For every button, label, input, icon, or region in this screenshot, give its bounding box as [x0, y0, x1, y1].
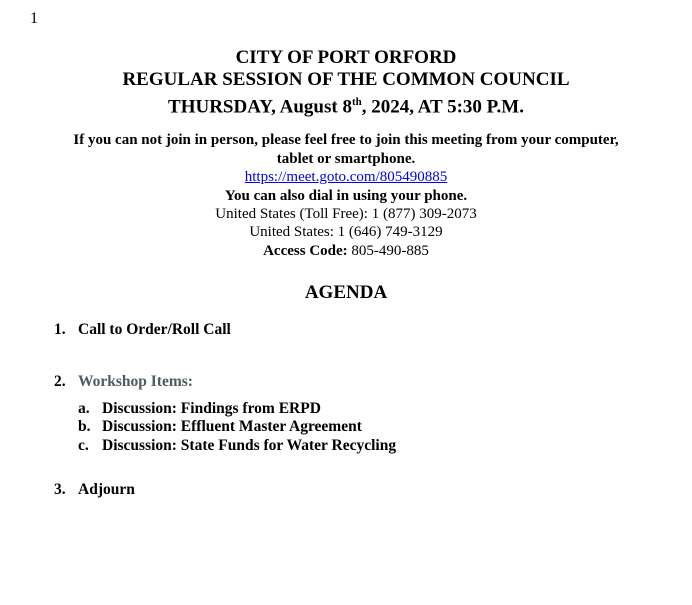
- agenda-subitem-letter: c.: [78, 437, 89, 454]
- agenda-item-number: 2.: [54, 373, 66, 390]
- dial-in-text: You can also dial in using your phone.: [224, 188, 468, 204]
- page-number: 1: [30, 10, 38, 27]
- agenda-item-number: 3.: [54, 481, 66, 498]
- agenda-subitem-letter: b.: [78, 418, 91, 435]
- meeting-date-suffix-sup: th: [351, 96, 362, 108]
- session-title: REGULAR SESSION OF THE COMMON COUNCIL: [122, 69, 570, 90]
- remote-intro-line2: tablet or smartphone.: [276, 151, 416, 167]
- agenda-subitem-letter: a.: [78, 400, 90, 417]
- agenda-subitem-label: Discussion: Effluent Master Agreement: [102, 418, 362, 435]
- remote-intro-line1: If you can not join in person, please feel free to join this meeting from your computer,: [73, 132, 619, 148]
- us-number: United States: 1 (646) 749-3129: [249, 224, 443, 240]
- access-code: [0, 242, 692, 260]
- agenda-title: AGENDA: [304, 282, 388, 303]
- agenda-item-label: Call to Order/Roll Call: [78, 321, 231, 338]
- meeting-link[interactable]: https://meet.goto.com/805490885: [244, 169, 448, 185]
- access-code-label: Access Code:: [263, 243, 348, 259]
- agenda-item-label: Adjourn: [78, 481, 135, 498]
- agenda-subitem-label: Discussion: Findings from ERPD: [102, 400, 321, 417]
- meeting-date: [0, 91, 692, 118]
- access-code-value: 805-490-885: [351, 243, 429, 259]
- toll-free-number: United States (Toll Free): 1 (877) 309-2073: [215, 206, 477, 222]
- agenda-item-label: Workshop Items:: [78, 373, 193, 390]
- meeting-date-time: , 2024, AT 5:30 P.M.: [361, 96, 524, 118]
- meeting-date-prefix: THURSDAY, August 8: [168, 96, 352, 118]
- agenda-item-number: 1.: [54, 321, 66, 338]
- city-title: CITY OF PORT ORFORD: [235, 47, 457, 68]
- agenda-subitem-label: Discussion: State Funds for Water Recycling: [102, 437, 397, 454]
